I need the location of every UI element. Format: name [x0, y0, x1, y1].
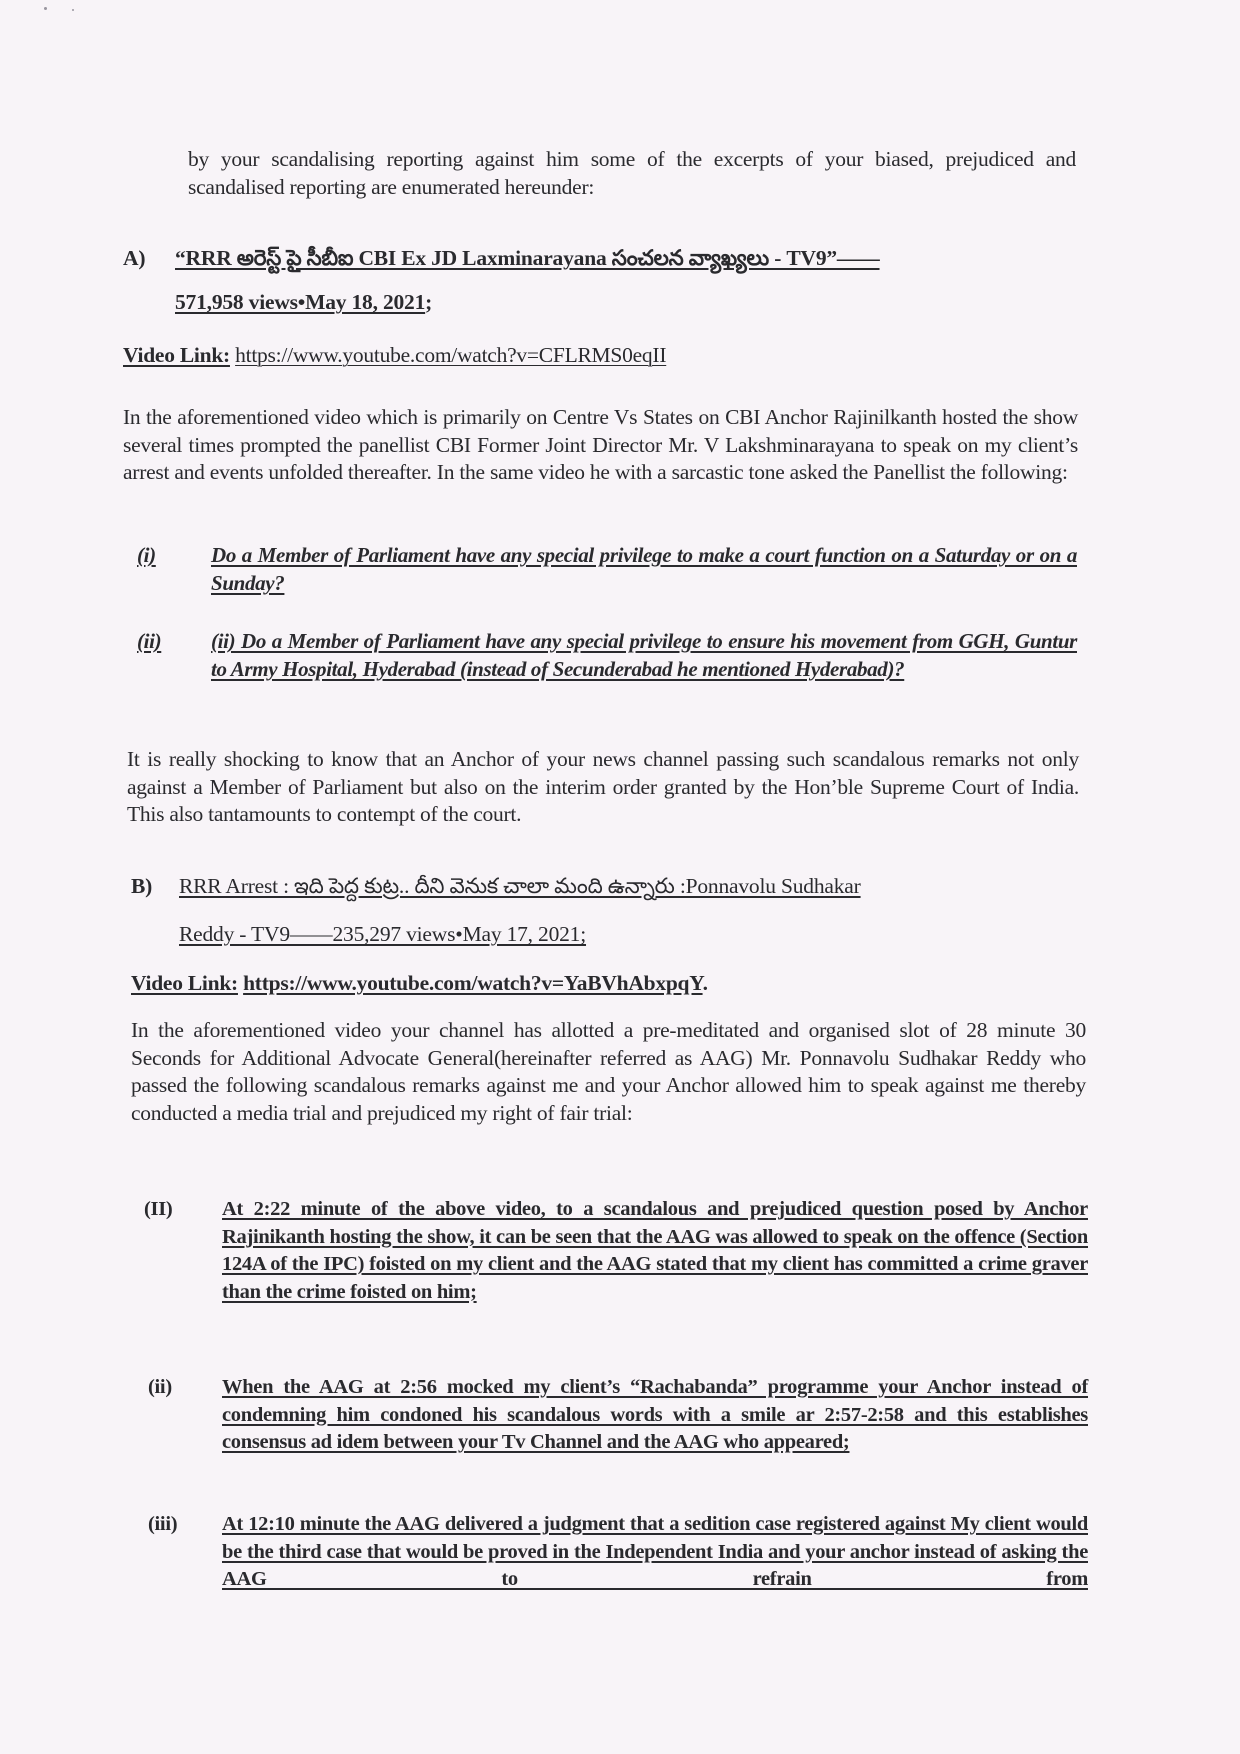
section-a-paragraph-text: In the aforementioned video which is primarily on Centre Vs States on CBI Anchor Rajinilkanth hosted the show several times prompted the panellist CBI Former Joint Director Mr. V Lakshminarayana to speak on my client’s arrest and events unfolded thereafter. In the same video he with a sarcastic tone asked the Panellist the following:	[123, 405, 1078, 484]
section-a-marker: A)	[123, 246, 146, 270]
item-text: When the AAG at 2:56 mocked my client’s “Rachabanda” programme your Anchor instead of condemning him condoned his scandalous words with a smile ar 2:57-2:58 and this establishes consensus ad idem between your Tv Channel and the AAG who appeared;	[222, 1376, 1088, 1453]
item-marker: (i)	[137, 543, 156, 567]
video-link-label: Video Link:	[123, 343, 230, 367]
section-a-heading	[123, 236, 1083, 324]
scan-speck	[44, 7, 47, 10]
section-b-item-1	[144, 1196, 1088, 1306]
item-text: At 2:22 minute of the above video, to a scandalous and prejudiced question posed by Anchor Rajinikanth hosting the show, it can be seen that the AAG was allowed to speak on the offence (Section 124A of the IPC) foisted on my client and the AAG stated that my client has committed a crime graver than the crime foisted on him;	[222, 1198, 1088, 1303]
section-a-item-1	[137, 541, 1077, 597]
section-a-title-line1: “RRR అరెస్ట్ పై సీబీఐ CBI Ex JD Laxminarayana సంచలన వ్యాఖ్యలు - TV9”——	[175, 246, 880, 270]
item-marker: (II)	[144, 1198, 173, 1220]
section-b-marker: B)	[131, 874, 153, 898]
item-marker: (iii)	[148, 1513, 178, 1535]
section-b-paragraph	[131, 1017, 1086, 1127]
video-link-suffix: .	[702, 971, 708, 995]
section-b-paragraph-text: In the aforementioned video your channel has allotted a pre-meditated and organised slot of 28 minute 30 Seconds for Additional Advocate General(hereinafter referred as AAG) Mr. Ponnavolu Sudhakar Reddy who passed the following scandalous remarks against me and your Anchor allowed him to speak against me thereby conducted a media trial and prejudiced my right of fair trial:	[131, 1018, 1086, 1125]
item-marker: (ii)	[137, 629, 162, 653]
scan-speck	[72, 9, 74, 11]
section-b-item-2	[148, 1374, 1088, 1457]
section-b-title-line1: RRR Arrest : ఇది పెద్ద కుట్ర.. దీని వెనుక చాలా మంది ఉన్నారు :Ponnavolu Sudhakar	[179, 874, 861, 898]
section-b-title-line2: Reddy - TV9——235,297 views•May 17, 2021;	[179, 922, 587, 946]
video-link-url[interactable]: https://www.youtube.com/watch?v=YaBVhAbxpqY	[243, 971, 703, 995]
section-a-item-2	[137, 627, 1077, 683]
section-b-item-3	[148, 1511, 1088, 1594]
section-b-video-link	[131, 970, 1091, 998]
section-a-closing-text: It is really shocking to know that an Anchor of your news channel passing such scandalous remarks not only against a Member of Parliament but also on the interim order granted by the Hon’ble Supreme Court of India. This also tantamounts to contempt of the court.	[127, 747, 1079, 826]
section-b-heading	[131, 862, 1091, 958]
section-a-closing	[127, 746, 1079, 829]
video-link-url[interactable]: https://www.youtube.com/watch?v=CFLRMS0eqII	[235, 343, 667, 367]
section-a-title-line2: 571,958 views•May 18, 2021	[175, 290, 426, 314]
intro-text: by your scandalising reporting against him some of the excerpts of your biased, prejudiced and scandalised reporting are enumerated hereunder:	[188, 147, 1076, 199]
section-a-title-suffix: ;	[425, 290, 433, 314]
section-a-video-link	[123, 342, 1083, 370]
intro-paragraph	[188, 146, 1076, 201]
item-text: (ii) Do a Member of Parliament have any special privilege to ensure his movement from GGH, Guntur to Army Hospital, Hyderabad (instead of Secunderabad he mentioned Hyderabad)?	[211, 629, 1077, 681]
item-text: At 12:10 minute the AAG delivered a judgment that a sedition case registered against My client would be the third case that would be proved in the Independent India and your anchor instead of asking the AAG to refrain from	[222, 1513, 1088, 1590]
section-a-paragraph	[123, 404, 1078, 487]
item-marker: (ii)	[148, 1376, 172, 1398]
video-link-label: Video Link:	[131, 971, 238, 995]
item-text: Do a Member of Parliament have any special privilege to make a court function on a Saturday or on a Sunday?	[211, 543, 1077, 595]
